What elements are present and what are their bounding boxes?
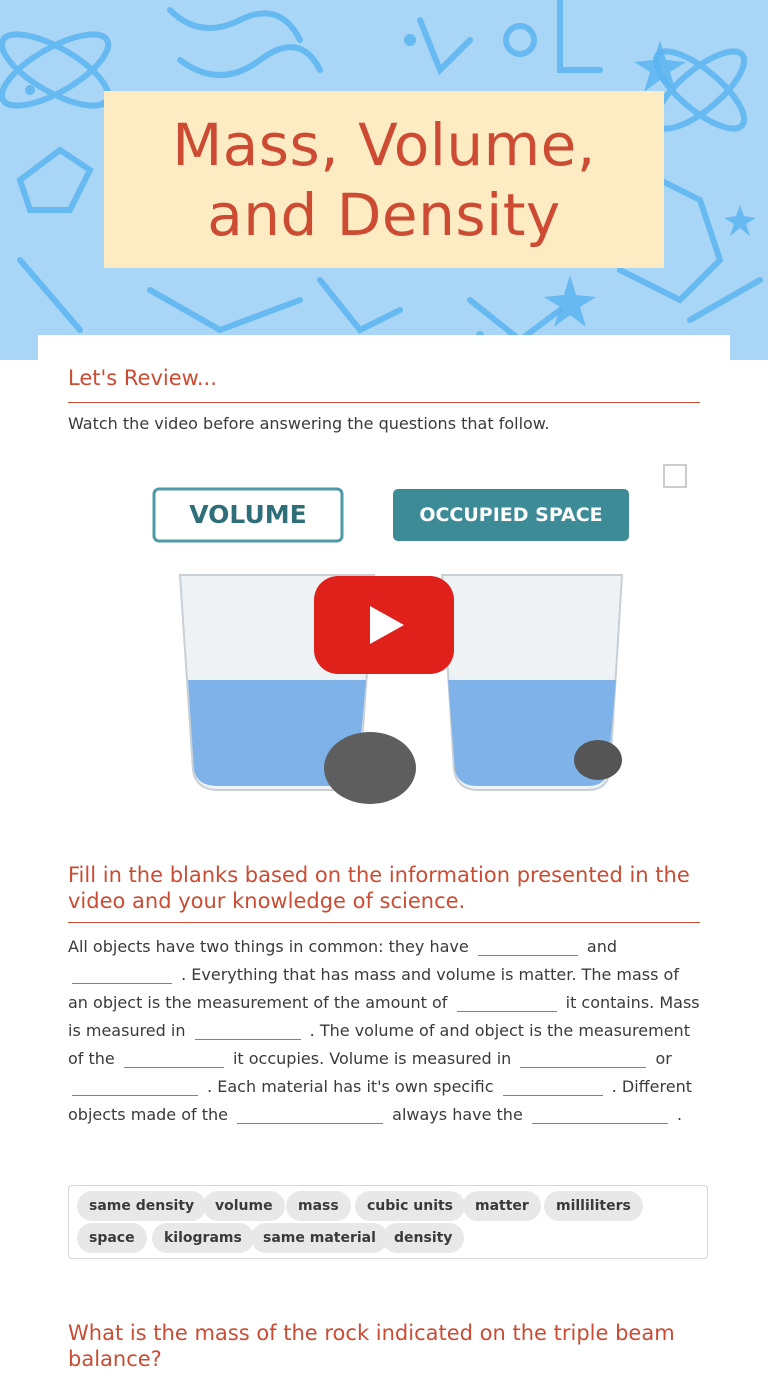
fill-in-passage [68,933,700,1129]
word-chip[interactable]: volume [203,1191,285,1221]
blank-input-1[interactable] [478,937,578,956]
word-chip[interactable]: density [382,1223,464,1253]
blank-input-4[interactable] [195,1021,301,1040]
word-chip[interactable]: same density [77,1191,206,1221]
passage-text: All objects have two things in common: they have [68,937,469,956]
worksheet [38,335,730,1380]
word-chip[interactable]: same material [251,1223,388,1253]
fill-in-heading: Fill in the blanks based on the information presented in the video and your knowledge of science. [68,862,700,923]
play-button[interactable] [314,576,454,674]
review-instruction: Watch the video before answering the questions that follow. [68,414,550,433]
word-chip[interactable]: cubic units [355,1191,465,1221]
word-bank [68,1185,708,1259]
blank-input-5[interactable] [124,1049,224,1068]
blank-input-6[interactable] [520,1049,646,1068]
word-chip[interactable]: space [77,1223,147,1253]
page-title [172,110,596,250]
review-heading: Let's Review... [68,365,700,403]
word-chip[interactable]: matter [463,1191,541,1221]
header-banner [0,0,768,360]
passage-text: . The volume of and object is the measurement of the [68,1021,690,1068]
title-card [104,91,664,268]
video-player[interactable] [68,450,700,807]
blank-input-7[interactable] [72,1077,198,1096]
word-chip[interactable]: mass [286,1191,351,1221]
passage-text: . Each material has it's own specific [207,1077,494,1096]
word-chip[interactable]: kilograms [152,1223,254,1253]
blank-input-8[interactable] [503,1077,603,1096]
blank-input-2[interactable] [72,965,172,984]
passage-text: or [655,1049,672,1068]
play-icon [314,576,454,674]
passage-text: . Everything that has mass and volume is matter. The mass of an object is the measurement of the amount of [68,965,679,1012]
video-label-volume: VOLUME [189,500,307,529]
passage-text: it contains. Mass is measured in [68,993,700,1040]
passage-text: . [676,1105,683,1124]
passage-text: it occupies. Volume is measured in [232,1049,512,1068]
title-line-2: and Density [207,180,561,249]
blank-input-10[interactable] [532,1105,668,1124]
blank-input-9[interactable] [237,1105,383,1124]
passage-text: always have the [392,1105,523,1124]
passage-text: and [586,937,618,956]
passage-text: . Different objects made of the [68,1077,693,1124]
video-label-occupied-space: OCCUPIED SPACE [419,504,603,526]
title-line-1: Mass, Volume, [172,110,596,179]
blank-input-3[interactable] [457,993,557,1012]
word-chip[interactable]: milliliters [544,1191,643,1221]
question-heading: What is the mass of the rock indicated on the triple beam balance? [68,1321,675,1371]
